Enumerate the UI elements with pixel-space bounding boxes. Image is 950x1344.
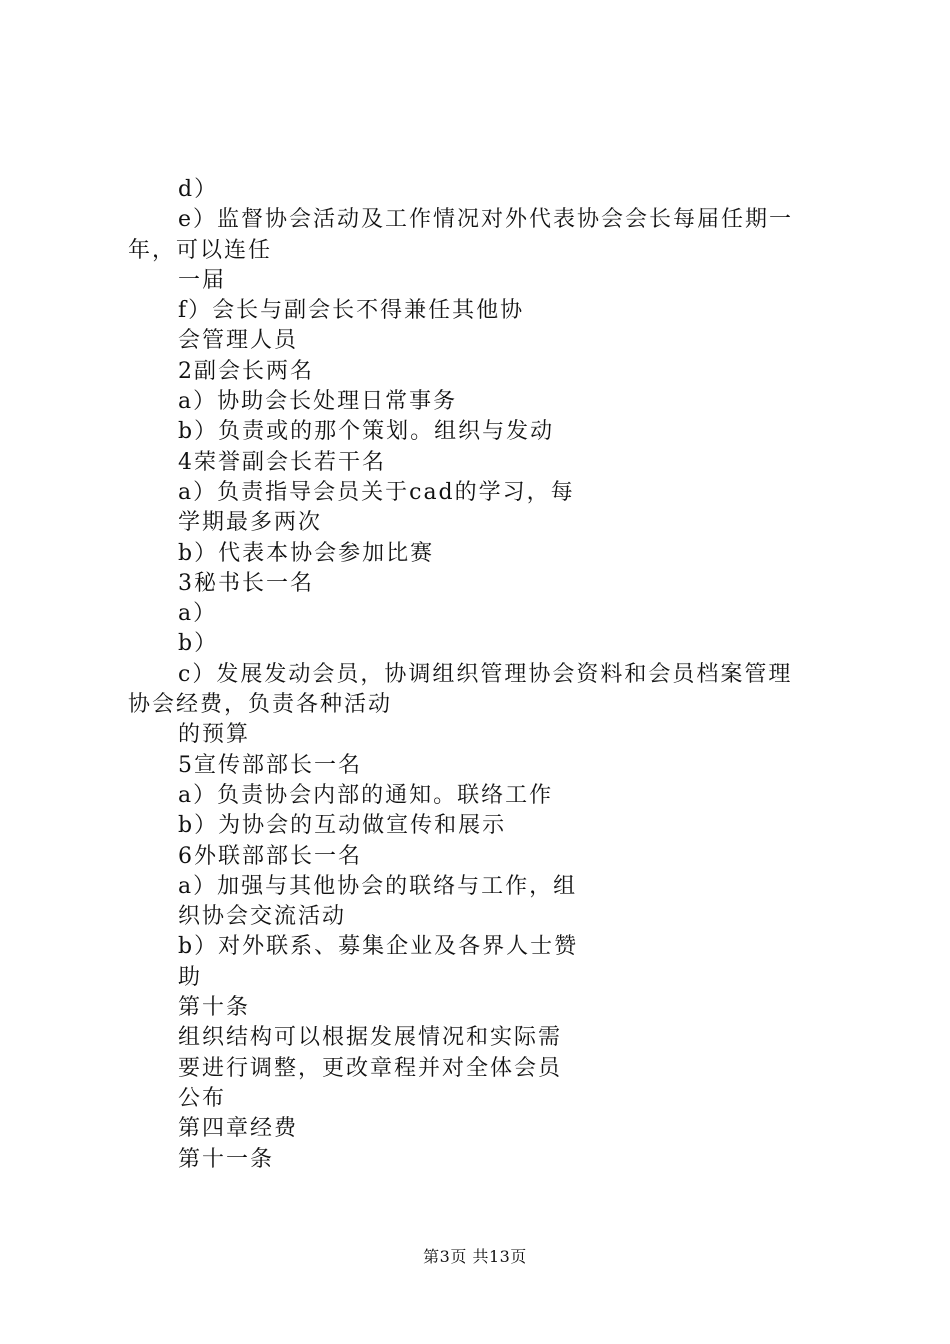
text-line: 一届 (178, 267, 227, 293)
text-line: 组织结构可以根据发展情况和实际需 (178, 1025, 563, 1051)
text-line: b）负责或的那个策划。组织与发动 (178, 419, 555, 445)
text-line: 6外联部部长一名 (178, 843, 362, 869)
text-line: 学期最多两次 (178, 510, 323, 536)
text-line: 年，可以连任 (128, 237, 273, 263)
text-line: c）发展发动会员，协调组织管理协会资料和会员档案管理 (178, 661, 793, 687)
text-line: 第十条 (178, 995, 251, 1021)
text-line: b）为协会的互动做宣传和展示 (178, 813, 507, 839)
text-line: a）协助会长处理日常事务 (178, 389, 458, 415)
text-line: a）负责指导会员关于cad的学习，每 (178, 479, 575, 505)
page-number-footer (0, 1244, 950, 1267)
text-line: 5宣传部部长一名 (178, 752, 362, 778)
text-line: d） (178, 177, 219, 202)
text-line: 的预算 (178, 722, 251, 748)
text-line: f）会长与副会长不得兼任其他协 (178, 298, 525, 324)
text-line: a） (178, 601, 218, 627)
text-line: 公布 (178, 1085, 227, 1111)
text-line: 第十一条 (178, 1146, 275, 1172)
text-line: b） (178, 631, 219, 657)
text-line: 2副会长两名 (178, 358, 314, 384)
text-line: b）对外联系、募集企业及各界人士赞 (178, 934, 579, 960)
text-line: 3秘书长一名 (178, 570, 314, 596)
text-line: a）负责协会内部的通知。联络工作 (178, 782, 554, 808)
text-line: 助 (178, 964, 203, 990)
text-line: e）监督协会活动及工作情况对外代表协会会长每届任期一 (178, 207, 794, 233)
text-line: 会管理人员 (178, 328, 299, 354)
document-body (0, 175, 950, 1175)
text-line: 要进行调整，更改章程并对全体会员 (178, 1055, 563, 1081)
text-line: b）代表本协会参加比赛 (178, 540, 435, 566)
text-line: 织协会交流活动 (178, 904, 347, 930)
text-line: a）加强与其他协会的联络与工作，组 (178, 873, 578, 899)
text-line: 4荣誉副会长若干名 (178, 449, 386, 475)
text-line: 协会经费，负责各种活动 (128, 692, 393, 718)
text-line: 第四章经费 (178, 1116, 299, 1142)
page-number-label: 第3页 共13页 (423, 1247, 527, 1266)
